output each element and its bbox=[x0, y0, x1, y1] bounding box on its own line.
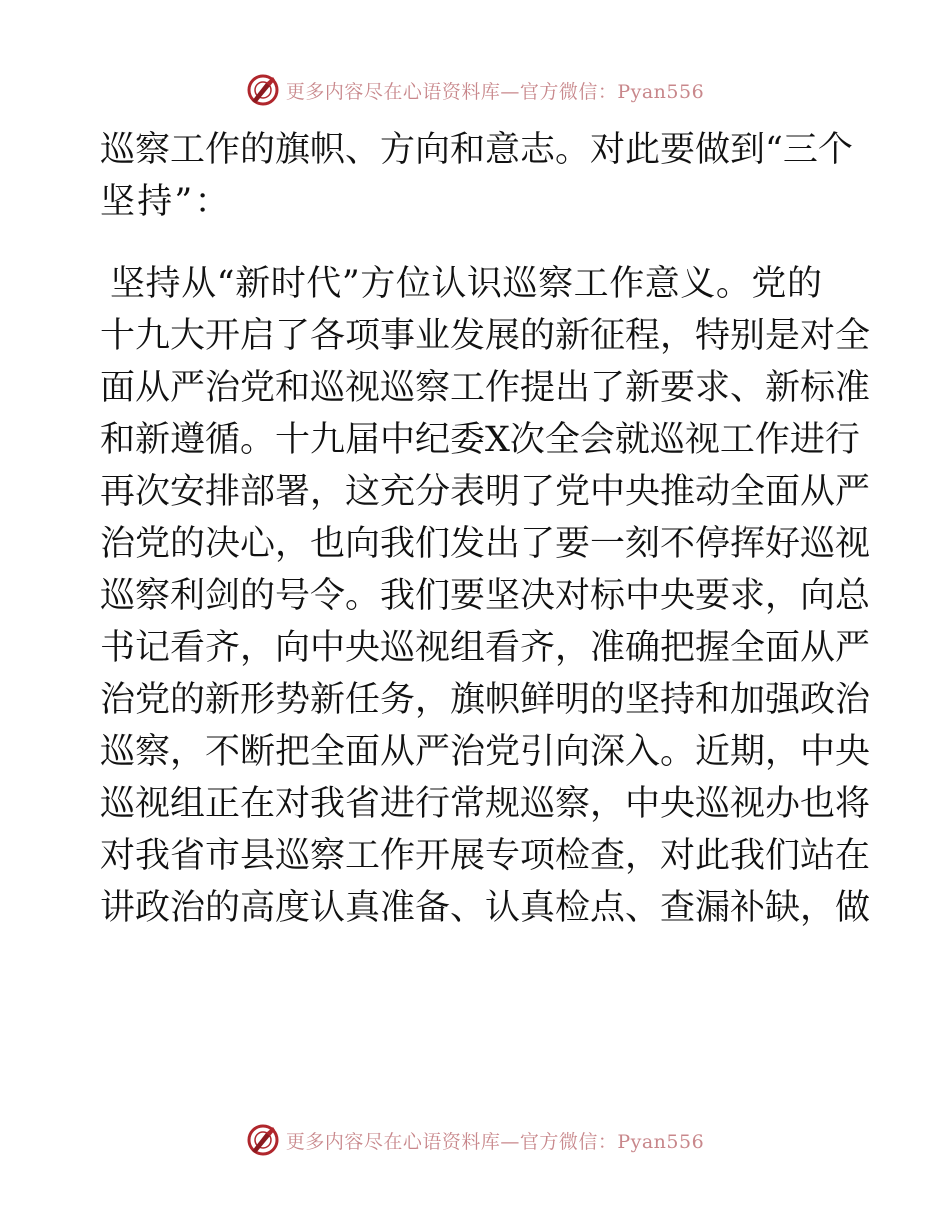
text-line: 和新遵循。十九届中纪委X次全会就巡视工作进行 bbox=[100, 420, 860, 460]
text-line: 坚持”： bbox=[100, 182, 232, 222]
text-line: 书记看齐，向中央巡视组看齐，准确把握全面从严 bbox=[100, 628, 871, 668]
text-line: 对我省市县巡察工作开展专项检查，对此我们站在 bbox=[100, 836, 871, 876]
paragraph bbox=[100, 258, 871, 934]
paragraph bbox=[100, 124, 853, 228]
pen-nib-circle-icon bbox=[246, 73, 280, 107]
text-line: 坚持从“新时代”方位认识巡察工作意义。党的 bbox=[110, 264, 822, 304]
text-line: 讲政治的高度认真准备、认真检点、查漏补缺，做 bbox=[100, 888, 871, 928]
text-line: 面从严治党和巡视巡察工作提出了新要求、新标准 bbox=[100, 368, 871, 408]
text-line: 巡察利剑的号令。我们要坚决对标中央要求，向总 bbox=[100, 576, 871, 616]
header-watermark bbox=[0, 70, 950, 110]
text-line: 巡视组正在对我省进行常规巡察，中央巡视办也将 bbox=[100, 784, 871, 824]
watermark-text: 更多内容尽在心语资料库—官方微信：Pyan556 bbox=[285, 80, 705, 103]
text-line: 治党的决心，也向我们发出了要一刻不停挥好巡视 bbox=[100, 524, 871, 564]
watermark-text: 更多内容尽在心语资料库—官方微信：Pyan556 bbox=[285, 1130, 705, 1153]
text-line: 十九大开启了各项事业发展的新征程，特别是对全 bbox=[100, 316, 871, 356]
text-line: 巡察，不断把全面从严治党引向深入。近期，中央 bbox=[100, 732, 871, 772]
text-line: 再次安排部署，这充分表明了党中央推动全面从严 bbox=[100, 472, 871, 512]
footer-watermark bbox=[0, 1120, 950, 1160]
document-body bbox=[100, 124, 871, 934]
text-line: 治党的新形势新任务，旗帜鲜明的坚持和加强政治 bbox=[100, 680, 871, 720]
pen-nib-circle-icon bbox=[246, 1123, 280, 1157]
text-line: 巡察工作的旗帜、方向和意志。对此要做到“三个 bbox=[100, 130, 853, 170]
